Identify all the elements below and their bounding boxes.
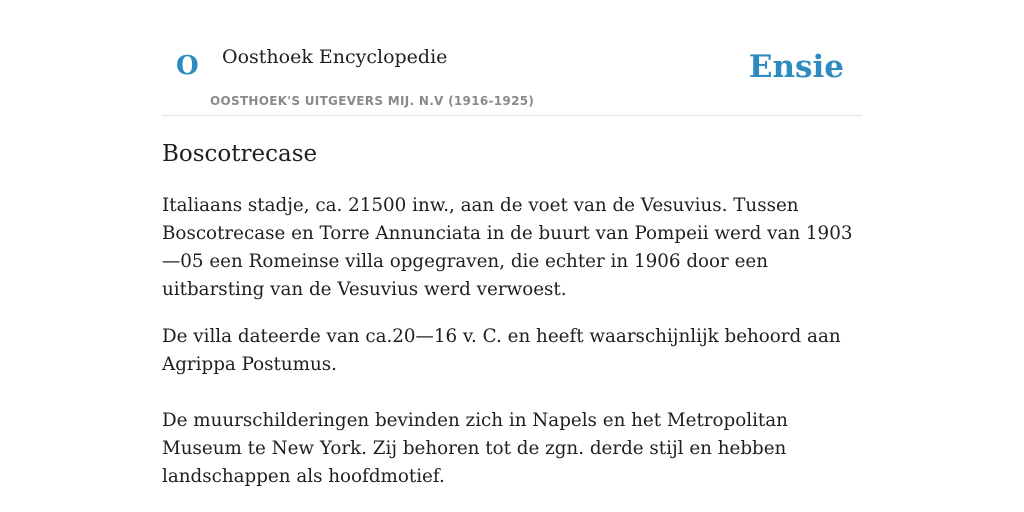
article-paragraph: De muurschilderingen bevinden zich in Napels en het Metropolitan Museum te New York. Zij behoren tot de zgn. derde stijl en hebben landschappen als hoofdmotief. [162,410,788,487]
source-logo-icon[interactable]: O [176,51,199,81]
ensie-logo-link[interactable]: Ensie [748,49,844,85]
article-paragraph: Italiaans stadje, ca. 21500 inw., aan de voet van de Vesuvius. Tussen Boscotrecase en Torre Annunciata in de buurt van Pompeii werd van 1903—05 een Romeinse villa opgegraven, die echter in 1906 door een uitbarsting van de Vesuvius werd verwoest. [162,195,853,300]
source-publisher: OOSTHOEK'S UITGEVERS MIJ. N.V (1916-1925) [210,94,535,108]
source-title-link[interactable]: Oosthoek Encyclopedie [222,46,448,68]
article-paragraph: De villa dateerde van ca.20—16 v. C. en heeft waarschijnlijk behoord aan Agrippa Postumus. [162,326,841,375]
article-title: Boscotrecase [162,141,318,167]
source-header [162,0,862,116]
page [162,0,862,487]
